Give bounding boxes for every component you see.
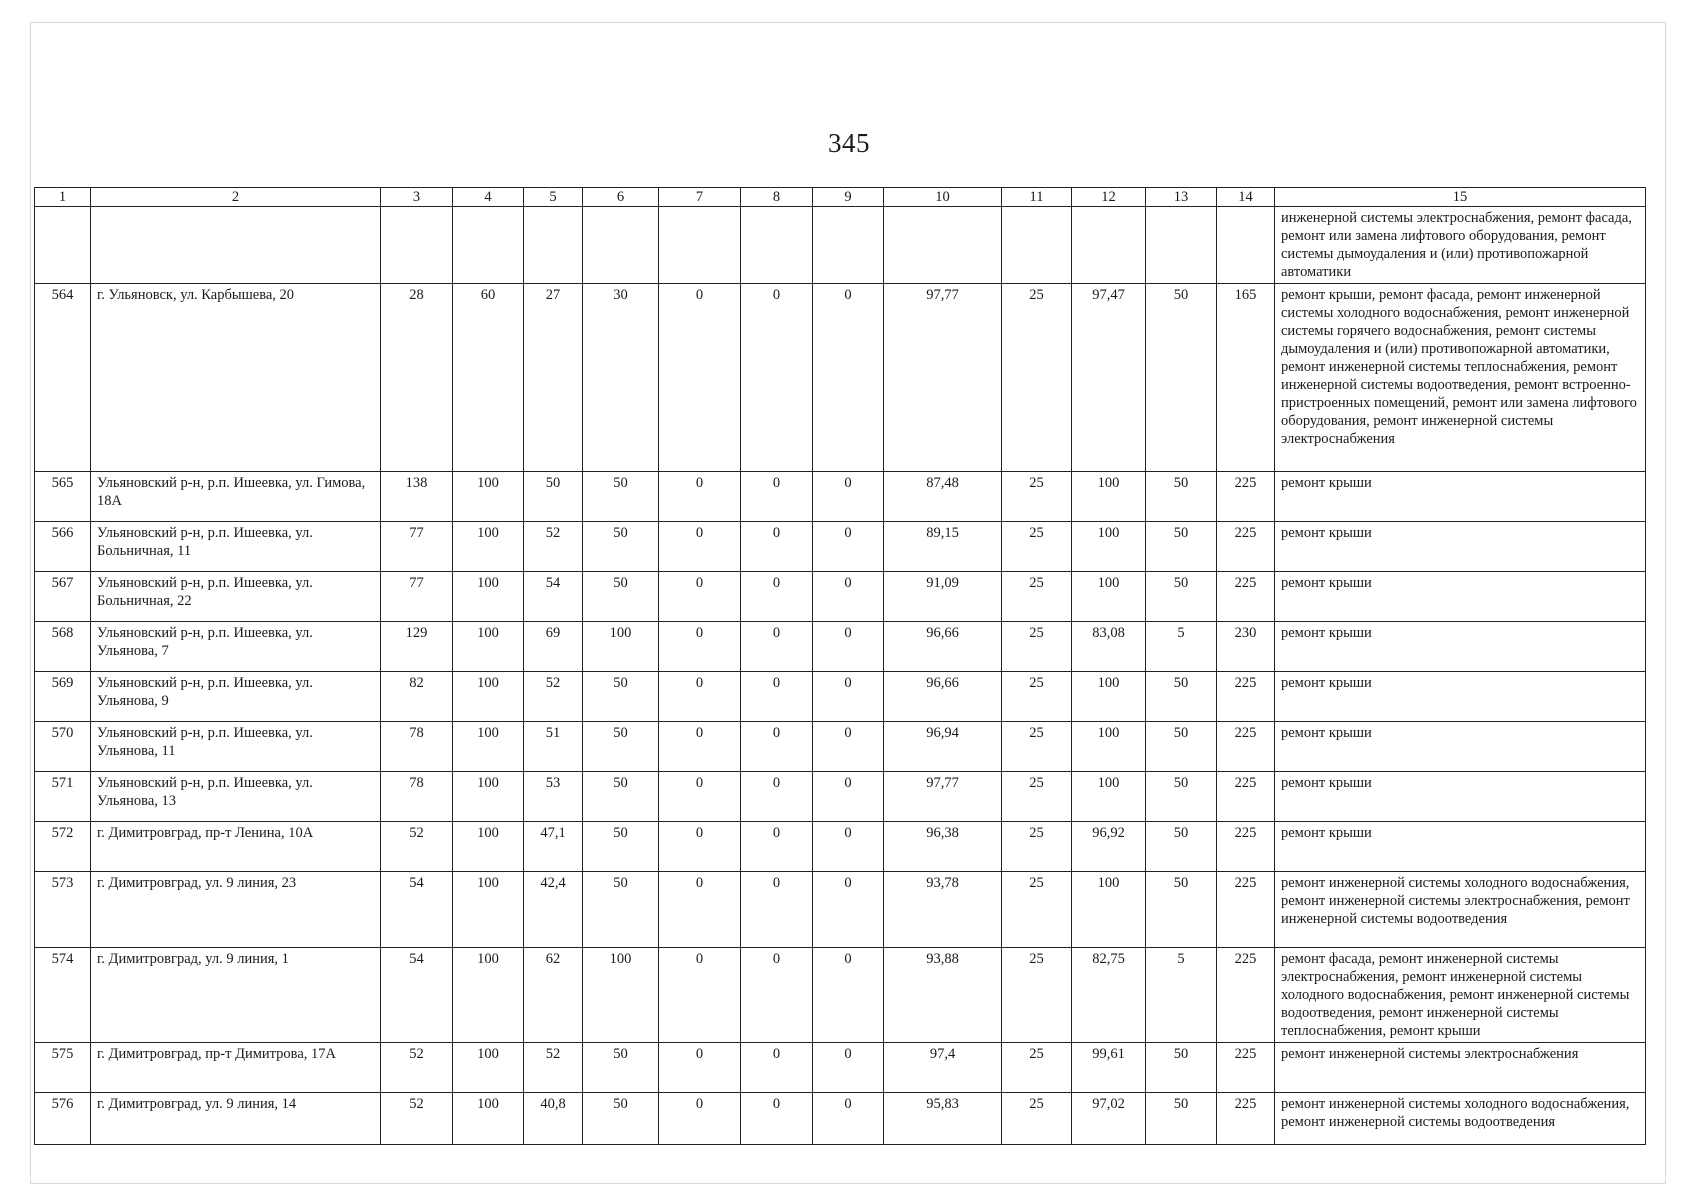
cell-col-14: 225: [1217, 522, 1275, 572]
cell-col-11: 25: [1002, 1043, 1072, 1093]
cell-col-6: 50: [583, 1043, 659, 1093]
cell-col-7: 0: [659, 572, 741, 622]
cell-work-types: ремонт крыши: [1275, 522, 1646, 572]
cell-empty: [35, 207, 91, 284]
cell-empty: [741, 207, 813, 284]
cell-col-8: 0: [741, 948, 813, 1043]
continuation-row: [35, 207, 1646, 284]
column-header-3: 3: [381, 188, 453, 207]
cell-col-12: 99,61: [1072, 1043, 1146, 1093]
cell-col-5: 54: [524, 572, 583, 622]
cell-work-types: ремонт инженерной системы холодного водоснабжения, ремонт инженерной системы электроснабжения, ремонт инженерной системы водоотведения: [1275, 872, 1646, 948]
cell-row-number: 570: [35, 722, 91, 772]
cell-col-10: 96,66: [884, 672, 1002, 722]
cell-col-3: 54: [381, 872, 453, 948]
cell-col-5: 52: [524, 672, 583, 722]
cell-col-10: 96,38: [884, 822, 1002, 872]
table-row: [35, 948, 1646, 1043]
cell-col-7: 0: [659, 822, 741, 872]
cell-col-13: 50: [1146, 772, 1217, 822]
cell-col-3: 138: [381, 472, 453, 522]
cell-col-10: 93,78: [884, 872, 1002, 948]
cell-col-12: 100: [1072, 722, 1146, 772]
cell-col-7: 0: [659, 948, 741, 1043]
cell-col-12: 100: [1072, 772, 1146, 822]
cell-col-14: 225: [1217, 472, 1275, 522]
cell-col-7: 0: [659, 1093, 741, 1145]
repair-schedule-table: [34, 187, 1646, 1145]
cell-col-8: 0: [741, 1093, 813, 1145]
column-number-header-row: [35, 188, 1646, 207]
cell-row-number: 574: [35, 948, 91, 1043]
cell-col-11: 25: [1002, 872, 1072, 948]
column-header-7: 7: [659, 188, 741, 207]
table-row: [35, 1043, 1646, 1093]
cell-col-12: 100: [1072, 472, 1146, 522]
cell-col-3: 77: [381, 522, 453, 572]
cell-col-3: 82: [381, 672, 453, 722]
cell-col-11: 25: [1002, 822, 1072, 872]
cell-col-10: 95,83: [884, 1093, 1002, 1145]
cell-col-14: 230: [1217, 622, 1275, 672]
cell-address: Ульяновский р-н, р.п. Ишеевка, ул. Ульянова, 11: [91, 722, 381, 772]
cell-col-6: 50: [583, 472, 659, 522]
cell-col-4: 100: [453, 772, 524, 822]
cell-col-5: 50: [524, 472, 583, 522]
cell-col-3: 78: [381, 722, 453, 772]
cell-work-types: ремонт крыши: [1275, 622, 1646, 672]
column-header-5: 5: [524, 188, 583, 207]
cell-col-14: 225: [1217, 1093, 1275, 1145]
cell-col-6: 100: [583, 622, 659, 672]
cell-col-5: 40,8: [524, 1093, 583, 1145]
cell-col-3: 54: [381, 948, 453, 1043]
table-row: [35, 472, 1646, 522]
cell-col-9: 0: [813, 822, 884, 872]
cell-col-4: 100: [453, 672, 524, 722]
cell-col-11: 25: [1002, 1093, 1072, 1145]
cell-col-10: 96,66: [884, 622, 1002, 672]
cell-col-8: 0: [741, 284, 813, 472]
table-row: [35, 772, 1646, 822]
cell-col-11: 25: [1002, 772, 1072, 822]
cell-col-12: 82,75: [1072, 948, 1146, 1043]
cell-col-10: 96,94: [884, 722, 1002, 772]
cell-address: Ульяновский р-н, р.п. Ишеевка, ул. Ульянова, 7: [91, 622, 381, 672]
column-header-9: 9: [813, 188, 884, 207]
cell-row-number: 573: [35, 872, 91, 948]
cell-empty: [453, 207, 524, 284]
cell-row-number: 566: [35, 522, 91, 572]
cell-col-11: 25: [1002, 472, 1072, 522]
cell-row-number: 569: [35, 672, 91, 722]
cell-work-types: ремонт крыши, ремонт фасада, ремонт инженерной системы холодного водоснабжения, ремонт инженерной системы горячего водоснабжения, ремонт системы дымоудаления и (или) противопожарной автоматики, ремонт инженерной системы теплоснабжения, ремонт инженерной системы водоотведения, ремонт встроенно-пристроенных помещений, ремонт или замена лифтового оборудования, ремонт инженерной системы электроснабжения: [1275, 284, 1646, 472]
cell-col-13: 5: [1146, 948, 1217, 1043]
cell-col-6: 50: [583, 772, 659, 822]
cell-col-5: 52: [524, 522, 583, 572]
cell-row-number: 564: [35, 284, 91, 472]
cell-col-8: 0: [741, 822, 813, 872]
cell-col-8: 0: [741, 872, 813, 948]
cell-col-14: 225: [1217, 722, 1275, 772]
cell-col-3: 52: [381, 1093, 453, 1145]
cell-col-8: 0: [741, 1043, 813, 1093]
cell-col-5: 62: [524, 948, 583, 1043]
cell-col-13: 50: [1146, 822, 1217, 872]
cell-col-11: 25: [1002, 522, 1072, 572]
table-row: [35, 872, 1646, 948]
table-row: [35, 722, 1646, 772]
cell-col-10: 91,09: [884, 572, 1002, 622]
cell-col-11: 25: [1002, 622, 1072, 672]
cell-row-number: 568: [35, 622, 91, 672]
cell-col-4: 100: [453, 1043, 524, 1093]
cell-col-13: 50: [1146, 872, 1217, 948]
cell-work-types: ремонт крыши: [1275, 772, 1646, 822]
cell-col-3: 52: [381, 1043, 453, 1093]
column-header-13: 13: [1146, 188, 1217, 207]
cell-col-7: 0: [659, 1043, 741, 1093]
cell-col-9: 0: [813, 472, 884, 522]
cell-col-6: 100: [583, 948, 659, 1043]
cell-col-11: 25: [1002, 948, 1072, 1043]
cell-address: Ульяновский р-н, р.п. Ишеевка, ул. Ульянова, 9: [91, 672, 381, 722]
column-header-12: 12: [1072, 188, 1146, 207]
cell-col-7: 0: [659, 672, 741, 722]
cell-work-types: ремонт инженерной системы холодного водоснабжения, ремонт инженерной системы водоотведения: [1275, 1093, 1646, 1145]
cell-col-13: 50: [1146, 1043, 1217, 1093]
cell-col-9: 0: [813, 522, 884, 572]
cell-col-10: 97,4: [884, 1043, 1002, 1093]
cell-col-14: 225: [1217, 872, 1275, 948]
cell-col-9: 0: [813, 672, 884, 722]
cell-col-3: 129: [381, 622, 453, 672]
table-row: [35, 572, 1646, 622]
cell-col-4: 100: [453, 622, 524, 672]
table-body: [35, 207, 1646, 1145]
column-header-4: 4: [453, 188, 524, 207]
cell-address: Ульяновский р-н, р.п. Ишеевка, ул. Больничная, 11: [91, 522, 381, 572]
cell-col-8: 0: [741, 672, 813, 722]
table-row: [35, 284, 1646, 472]
cell-col-10: 97,77: [884, 772, 1002, 822]
cell-col-8: 0: [741, 522, 813, 572]
cell-col-14: 225: [1217, 948, 1275, 1043]
cell-empty: [813, 207, 884, 284]
cell-work-types: инженерной системы электроснабжения, ремонт фасада, ремонт или замена лифтового оборудования, ремонт системы дымоудаления и (или) противопожарной автоматики: [1275, 207, 1646, 284]
cell-col-4: 100: [453, 472, 524, 522]
cell-col-13: 50: [1146, 572, 1217, 622]
cell-col-12: 100: [1072, 572, 1146, 622]
cell-col-4: 100: [453, 572, 524, 622]
column-header-8: 8: [741, 188, 813, 207]
table-row: [35, 822, 1646, 872]
column-header-1: 1: [35, 188, 91, 207]
cell-work-types: ремонт крыши: [1275, 672, 1646, 722]
cell-col-10: 87,48: [884, 472, 1002, 522]
cell-col-10: 89,15: [884, 522, 1002, 572]
cell-col-5: 52: [524, 1043, 583, 1093]
cell-col-3: 28: [381, 284, 453, 472]
cell-col-13: 50: [1146, 522, 1217, 572]
cell-col-4: 100: [453, 872, 524, 948]
cell-col-6: 50: [583, 572, 659, 622]
cell-col-4: 100: [453, 722, 524, 772]
cell-col-7: 0: [659, 472, 741, 522]
cell-col-6: 50: [583, 872, 659, 948]
cell-col-3: 78: [381, 772, 453, 822]
cell-empty: [1002, 207, 1072, 284]
cell-col-10: 97,77: [884, 284, 1002, 472]
cell-empty: [884, 207, 1002, 284]
cell-col-13: 50: [1146, 672, 1217, 722]
cell-col-13: 50: [1146, 284, 1217, 472]
cell-col-4: 100: [453, 1093, 524, 1145]
cell-col-6: 50: [583, 672, 659, 722]
cell-col-9: 0: [813, 572, 884, 622]
cell-row-number: 575: [35, 1043, 91, 1093]
cell-col-9: 0: [813, 1043, 884, 1093]
column-header-15: 15: [1275, 188, 1646, 207]
cell-col-14: 225: [1217, 822, 1275, 872]
cell-col-11: 25: [1002, 572, 1072, 622]
cell-col-9: 0: [813, 284, 884, 472]
cell-col-8: 0: [741, 722, 813, 772]
cell-col-12: 100: [1072, 872, 1146, 948]
cell-col-13: 50: [1146, 1093, 1217, 1145]
cell-address: г. Димитровград, ул. 9 линия, 23: [91, 872, 381, 948]
cell-col-9: 0: [813, 722, 884, 772]
cell-empty: [659, 207, 741, 284]
cell-col-12: 96,92: [1072, 822, 1146, 872]
cell-empty: [1217, 207, 1275, 284]
cell-col-5: 69: [524, 622, 583, 672]
cell-col-7: 0: [659, 522, 741, 572]
column-header-10: 10: [884, 188, 1002, 207]
cell-row-number: 567: [35, 572, 91, 622]
cell-col-7: 0: [659, 622, 741, 672]
cell-col-13: 50: [1146, 472, 1217, 522]
cell-col-4: 60: [453, 284, 524, 472]
cell-col-9: 0: [813, 948, 884, 1043]
cell-col-10: 93,88: [884, 948, 1002, 1043]
cell-col-5: 27: [524, 284, 583, 472]
cell-address: г. Димитровград, ул. 9 линия, 14: [91, 1093, 381, 1145]
cell-empty: [583, 207, 659, 284]
cell-empty: [91, 207, 381, 284]
cell-row-number: 576: [35, 1093, 91, 1145]
cell-col-12: 100: [1072, 672, 1146, 722]
cell-work-types: ремонт инженерной системы электроснабжения: [1275, 1043, 1646, 1093]
cell-col-4: 100: [453, 822, 524, 872]
cell-row-number: 571: [35, 772, 91, 822]
cell-work-types: ремонт фасада, ремонт инженерной системы электроснабжения, ремонт инженерной системы холодного водоснабжения, ремонт инженерной системы водоотведения, ремонт инженерной системы теплоснабжения, ремонт крыши: [1275, 948, 1646, 1043]
cell-col-5: 47,1: [524, 822, 583, 872]
cell-col-14: 165: [1217, 284, 1275, 472]
cell-empty: [1146, 207, 1217, 284]
cell-col-9: 0: [813, 622, 884, 672]
cell-address: г. Димитровград, пр-т Ленина, 10А: [91, 822, 381, 872]
cell-work-types: ремонт крыши: [1275, 572, 1646, 622]
cell-col-7: 0: [659, 722, 741, 772]
column-header-14: 14: [1217, 188, 1275, 207]
cell-col-12: 97,02: [1072, 1093, 1146, 1145]
cell-col-5: 53: [524, 772, 583, 822]
cell-col-13: 50: [1146, 722, 1217, 772]
cell-col-8: 0: [741, 472, 813, 522]
cell-col-12: 100: [1072, 522, 1146, 572]
cell-address: Ульяновский р-н, р.п. Ишеевка, ул. Больничная, 22: [91, 572, 381, 622]
cell-col-6: 30: [583, 284, 659, 472]
table-row: [35, 622, 1646, 672]
cell-col-6: 50: [583, 722, 659, 772]
cell-col-8: 0: [741, 772, 813, 822]
table-row: [35, 672, 1646, 722]
cell-empty: [524, 207, 583, 284]
cell-col-6: 50: [583, 522, 659, 572]
cell-work-types: ремонт крыши: [1275, 722, 1646, 772]
cell-col-4: 100: [453, 522, 524, 572]
page-number: 345: [828, 128, 870, 158]
cell-address: г. Димитровград, пр-т Димитрова, 17А: [91, 1043, 381, 1093]
cell-col-6: 50: [583, 822, 659, 872]
cell-row-number: 565: [35, 472, 91, 522]
cell-col-11: 25: [1002, 284, 1072, 472]
cell-col-8: 0: [741, 572, 813, 622]
column-header-11: 11: [1002, 188, 1072, 207]
cell-col-11: 25: [1002, 672, 1072, 722]
cell-col-11: 25: [1002, 722, 1072, 772]
column-header-6: 6: [583, 188, 659, 207]
cell-address: г. Димитровград, ул. 9 линия, 1: [91, 948, 381, 1043]
cell-col-4: 100: [453, 948, 524, 1043]
cell-col-7: 0: [659, 872, 741, 948]
cell-col-12: 97,47: [1072, 284, 1146, 472]
cell-empty: [381, 207, 453, 284]
cell-address: Ульяновский р-н, р.п. Ишеевка, ул. Гимова, 18А: [91, 472, 381, 522]
cell-work-types: ремонт крыши: [1275, 822, 1646, 872]
cell-col-14: 225: [1217, 672, 1275, 722]
cell-col-9: 0: [813, 872, 884, 948]
cell-col-14: 225: [1217, 772, 1275, 822]
cell-col-7: 0: [659, 284, 741, 472]
cell-col-14: 225: [1217, 1043, 1275, 1093]
column-header-2: 2: [91, 188, 381, 207]
table-row: [35, 1093, 1646, 1145]
cell-col-8: 0: [741, 622, 813, 672]
cell-col-7: 0: [659, 772, 741, 822]
cell-col-14: 225: [1217, 572, 1275, 622]
cell-col-5: 42,4: [524, 872, 583, 948]
cell-col-3: 52: [381, 822, 453, 872]
cell-row-number: 572: [35, 822, 91, 872]
cell-col-12: 83,08: [1072, 622, 1146, 672]
table-row: [35, 522, 1646, 572]
cell-work-types: ремонт крыши: [1275, 472, 1646, 522]
cell-col-9: 0: [813, 1093, 884, 1145]
cell-col-3: 77: [381, 572, 453, 622]
cell-empty: [1072, 207, 1146, 284]
cell-col-13: 5: [1146, 622, 1217, 672]
cell-col-5: 51: [524, 722, 583, 772]
cell-address: г. Ульяновск, ул. Карбышева, 20: [91, 284, 381, 472]
cell-col-6: 50: [583, 1093, 659, 1145]
cell-address: Ульяновский р-н, р.п. Ишеевка, ул. Ульянова, 13: [91, 772, 381, 822]
cell-col-9: 0: [813, 772, 884, 822]
